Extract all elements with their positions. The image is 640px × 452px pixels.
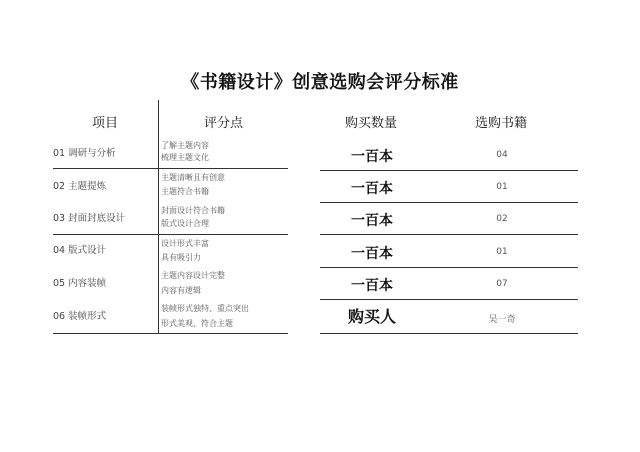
row-point: 主题清晰且有创意 <box>161 173 225 182</box>
quantity-cell: 一百本 <box>351 278 393 294</box>
row-point: 内容有逻辑 <box>161 286 201 295</box>
row-point: 主题内容设计完整 <box>161 271 225 280</box>
row-item: 03 封面封底设计 <box>53 213 126 224</box>
quantity-cell: 一百本 <box>351 149 393 165</box>
row-divider <box>320 234 578 235</box>
header-book: 选购书籍 <box>475 116 528 131</box>
row-item: 04 版式设计 <box>53 245 107 256</box>
row-divider <box>320 170 578 171</box>
buyer-label: 购买人 <box>347 307 396 326</box>
quantity-cell: 一百本 <box>351 213 393 229</box>
row-divider <box>53 168 288 169</box>
page-title: 《书籍设计》创意选购会评分标准 <box>181 72 459 93</box>
book-cell: 01 <box>496 247 508 257</box>
row-item: 02 主题提炼 <box>53 181 107 192</box>
row-divider <box>53 234 288 235</box>
quantity-cell: 一百本 <box>351 181 393 197</box>
row-item: 05 内容装帧 <box>53 278 107 289</box>
header-item: 项目 <box>92 116 119 131</box>
row-point: 形式美观、符合主题 <box>161 319 233 328</box>
book-cell: 02 <box>496 214 508 224</box>
row-point: 封面设计符合书籍 <box>161 206 225 215</box>
row-point: 了解主题内容 <box>161 141 209 150</box>
row-point: 具有吸引力 <box>161 253 201 262</box>
row-divider <box>320 299 578 300</box>
row-divider <box>320 202 578 203</box>
column-divider <box>158 100 159 334</box>
book-cell: 04 <box>496 150 508 160</box>
table-bottom-border <box>53 333 288 334</box>
book-cell: 01 <box>496 182 508 192</box>
row-item: 01 调研与分析 <box>53 148 116 159</box>
header-quantity: 购买数量 <box>345 116 398 131</box>
row-point: 主题符合书籍 <box>161 187 209 196</box>
row-point: 版式设计合理 <box>161 219 209 228</box>
row-divider <box>320 267 578 268</box>
row-point: 设计形式丰富 <box>161 239 209 248</box>
book-cell: 07 <box>496 279 508 289</box>
buyer-name: 吴一奇 <box>488 315 516 325</box>
row-point: 梳理主题文化 <box>161 153 209 162</box>
quantity-cell: 一百本 <box>351 246 393 262</box>
header-points: 评分点 <box>204 116 244 131</box>
row-item: 06 装帧形式 <box>53 311 107 322</box>
table-bottom-border <box>320 333 578 334</box>
row-point: 装帧形式独特、重点突出 <box>161 304 249 313</box>
